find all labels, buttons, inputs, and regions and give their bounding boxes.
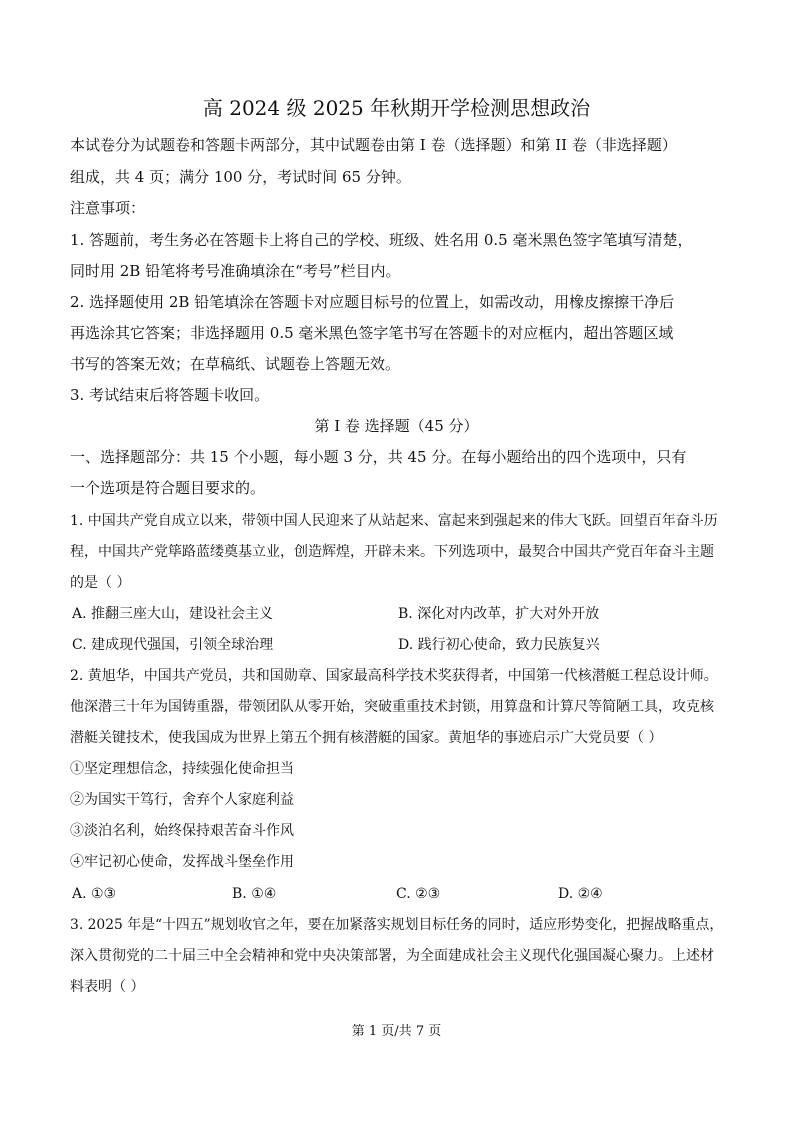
question-1-line: 的是（ ） (70, 575, 131, 591)
q2-item: ③淡泊名利，始终保持艰苦奋斗作风 (70, 823, 294, 839)
note-line: 同时用 2B 铅笔将考号准确填涂在“考号”栏目内。 (70, 262, 401, 280)
note-line: 1. 答题前，考生务必在答题卡上将自己的学校、班级、姓名用 0.5 毫米黑色签字笔填写清楚， (70, 231, 693, 249)
intro-line: 组成，共 4 页；满分 100 分，考试时间 65 分钟。 (70, 168, 411, 186)
note-line: 再选涂其它答案；非选择题用 0.5 毫米黑色签字笔书写在答题卡的对应框内，超出答题区域 (70, 324, 674, 342)
section-intro-line: 一个选项是符合题目要求的。 (70, 479, 266, 497)
note-line: 3. 考试结束后将答题卡收回。 (70, 386, 270, 404)
question-3-line: 3. 2025 年是“十四五”规划收官之年，要在加紧落实规划目标任务的同时，适应形势变化，把握战略重点， (70, 917, 724, 933)
q2-item: ②为国实干笃行，舍弃个人家庭利益 (70, 792, 294, 808)
q1-option-a: A. 推翻三座大山，建设社会主义 (72, 606, 274, 622)
q2-option-d: D. ②④ (558, 886, 603, 902)
section-intro-line: 一、选择题部分：共 15 个小题，每小题 3 分，共 45 分。在每小题给出的四个选项中，只有 (70, 448, 687, 466)
q2-item: ④牢记初心使命，发挥战斗堡垒作用 (70, 854, 294, 870)
q1-option-b: B. 深化对内改革，扩大对外开放 (398, 606, 600, 622)
section-title: 第 I 卷 选择题（45 分） (314, 417, 479, 435)
page-footer: 第 1 页/共 7 页 (351, 1024, 442, 1039)
question-2-line: 他深潜三十年为国铸重器，带领团队从零开始，突破重重技术封锁，用算盘和计算尺等简陋工具，攻克核 (70, 699, 714, 715)
question-3-line: 深入贯彻党的二十届三中全会精神和党中央决策部署，为全面建成社会主义现代化强国凝心聚力。上述材 (70, 948, 714, 964)
page-title: 高 2024 级 2025 年秋期开学检测思想政治 (202, 96, 591, 120)
notes-heading: 注意事项： (70, 199, 146, 217)
question-3-line: 料表明（ ） (70, 979, 145, 995)
q1-option-d: D. 践行初心使命，致力民族复兴 (398, 637, 600, 653)
q2-option-a: A. ①③ (72, 886, 117, 902)
question-2-line: 潜艇关键技术，使我国成为世界上第五个拥有核潜艇的国家。黄旭华的事迹启示广大党员要（ ） (70, 730, 663, 746)
question-1-line: 程，中国共产党筚路蓝缕奠基立业，创造辉煌，开辟未来。下列选项中，最契合中国共产党百年奋斗主题 (70, 544, 714, 560)
question-2-line: 2. 黄旭华，中国共产党员，共和国勋章、国家最高科学技术奖获得者，中国第一代核潜艇工程总设计师。 (70, 668, 718, 684)
q1-option-c: C. 建成现代强国，引领全球治理 (72, 637, 274, 653)
q2-option-c: C. ②③ (396, 886, 441, 902)
intro-line: 本试卷分为试题卷和答题卡两部分，其中试题卷由第 I 卷（选择题）和第 II 卷（非选择题） (70, 136, 677, 154)
q2-option-b: B. ①④ (232, 886, 277, 902)
q2-item: ①坚定理想信念，持续强化使命担当 (70, 761, 294, 777)
note-line: 书写的答案无效；在草稿纸、试题卷上答题无效。 (70, 355, 401, 373)
note-line: 2. 选择题使用 2B 铅笔填涂在答题卡对应题目标号的位置上，如需改动，用橡皮擦擦干净后 (70, 293, 675, 311)
question-1-line: 1. 中国共产党自成立以来，带领中国人民迎来了从站起来、富起来到强起来的伟大飞跃。回望百年奋斗历 (70, 513, 718, 529)
